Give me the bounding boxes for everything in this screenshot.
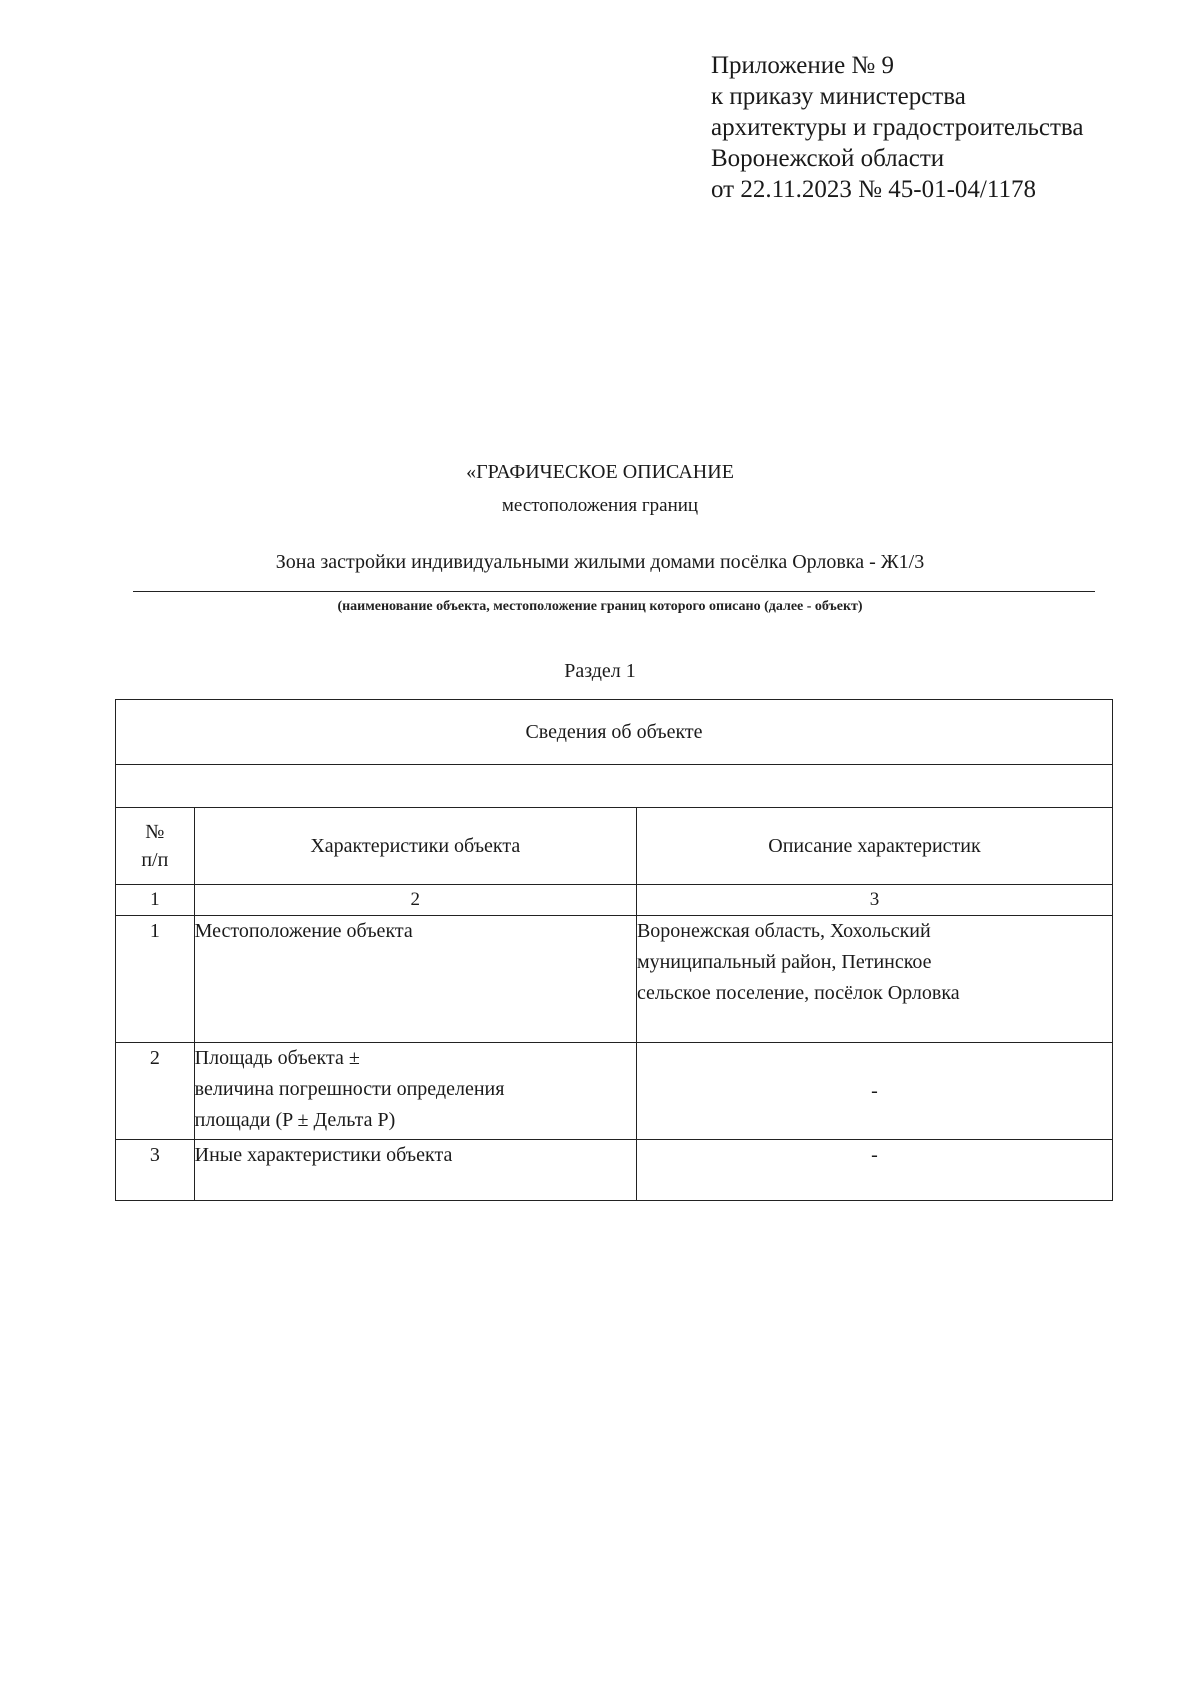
column-number-2: 2 [194,885,636,916]
appendix-region-line: Воронежской области [711,145,945,172]
row-characteristic: Местоположение объекта [194,916,636,1043]
table-empty-cell [116,765,1113,808]
row-number: 2 [116,1043,195,1140]
row-number: 3 [116,1140,195,1201]
column-number-3: 3 [636,885,1112,916]
document-subtitle: местоположения границ [501,495,699,516]
header-num-symbol: № [145,821,165,843]
table-title-row [116,700,1113,765]
row-characteristic [194,1043,636,1140]
column-number-1: 1 [116,885,195,916]
object-info-table [115,699,1113,1201]
row-characteristic-line: площади (P ± Дельта P) [194,1109,396,1131]
table-title: Сведения об объекте [116,700,1113,765]
row-description-line: Воронежская область, Хохольский [636,920,931,942]
header-characteristics: Характеристики объекта [194,808,636,885]
appendix-ministry-line: архитектуры и градостроительства [711,114,1084,141]
object-name-caption: (наименование объекта, местоположение границ которого описано (далее - объект) [337,599,863,614]
object-name-underline [133,591,1095,592]
section-label: Раздел 1 [564,660,636,682]
table-row [116,1043,1113,1140]
header-num-label: п/п [141,849,169,871]
row-characteristic: Иные характеристики объекта [194,1140,636,1201]
table-row [116,1140,1113,1201]
row-description-line: сельское поселение, посёлок Орловка [636,982,960,1004]
table-row [116,916,1113,1043]
row-description-line: муниципальный район, Петинское [636,951,932,973]
appendix-date-line: от 22.11.2023 № 45-01-04/1178 [711,176,1036,203]
header-num-cell [116,808,195,885]
appendix-order-line: к приказу министерства [711,83,966,110]
row-number: 1 [116,916,195,1043]
row-description: - [636,1043,1112,1140]
appendix-header [711,50,1083,205]
document-title: «ГРАФИЧЕСКОЕ ОПИСАНИЕ [466,461,734,483]
table-empty-row [116,765,1113,808]
row-characteristic-line: Площадь объекта ± [194,1047,360,1069]
row-description [636,916,1112,1043]
object-name: Зона застройки индивидуальными жилыми домами посёлка Орловка - Ж1/3 [275,551,925,573]
row-description: - [636,1140,1112,1201]
table-header-row [116,808,1113,885]
appendix-number: Приложение № 9 [711,52,895,79]
column-numbers-row [116,885,1113,916]
header-description: Описание характеристик [636,808,1112,885]
row-characteristic-line: величина погрешности определения [194,1078,505,1100]
